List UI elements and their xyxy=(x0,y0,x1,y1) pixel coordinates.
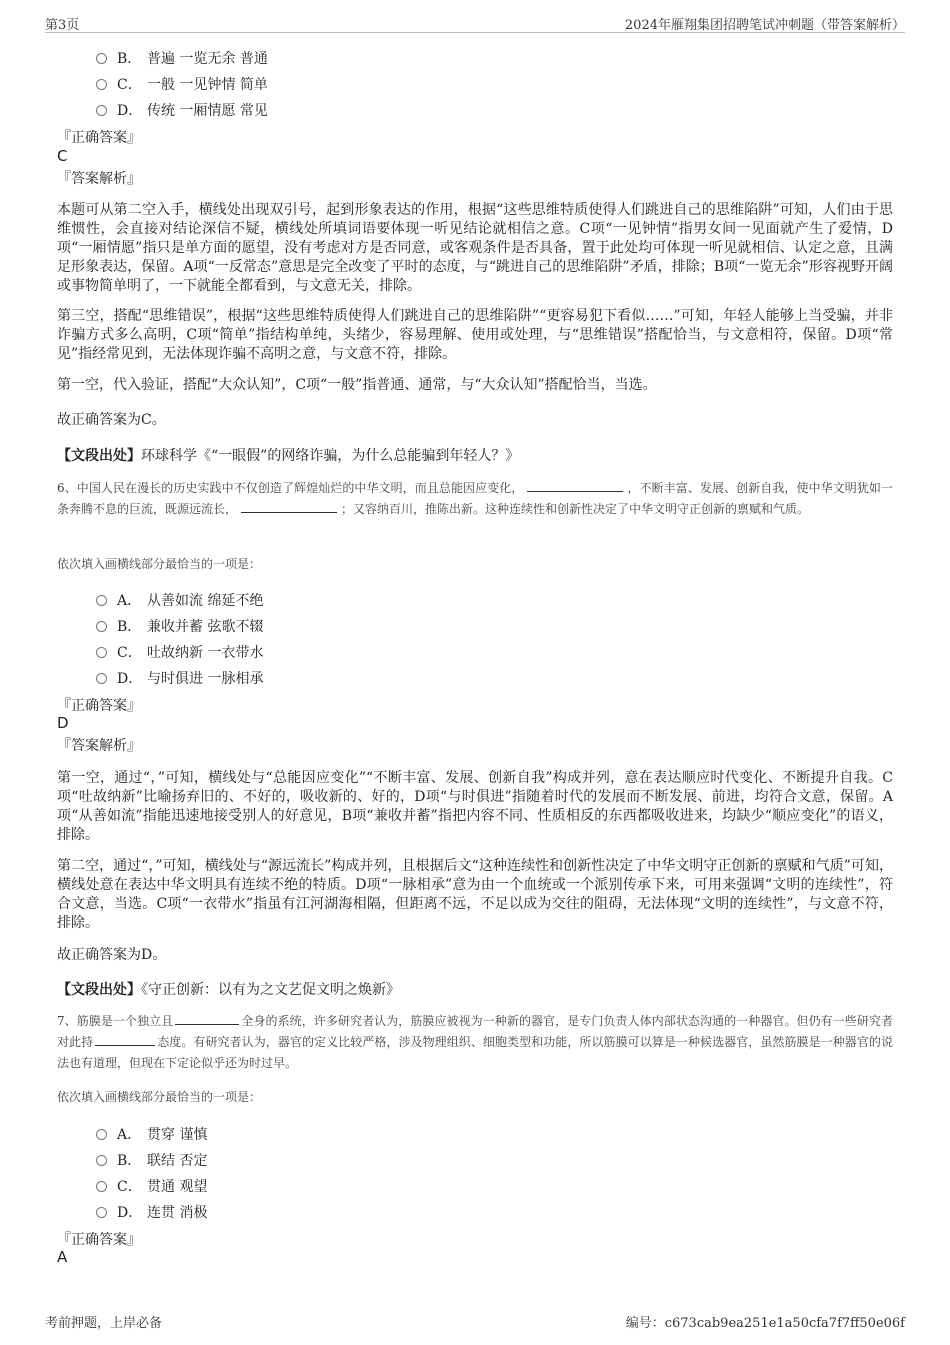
q6-option-a[interactable]: A． 从善如流 绵延不绝 xyxy=(96,590,263,610)
radio-icon[interactable] xyxy=(96,105,107,116)
radio-icon[interactable] xyxy=(96,621,107,632)
q5-analysis-para-1: 本题可从第二空入手，横线处出现双引号，起到形象表达的作用，根据“这些思维特质使得人们跳进自己的思维陷阱”可知，人们由于思维惯性，会直接对结论深信不疑，横线处所填词语要体现一听见结论就相信之意。C项“一见钟情”指男女间一见面就产生了爱情，D项“一厢情愿”指只是单方面的愿望，没有考虑对方是否同意，或客观条件是否具备，置于此处均可体现一听见就相信、认定之意，且满足形象表达，保留。A项“一反常态”意思是完全改变了平时的态度，与“跳进自己的思维陷阱”矛盾，排除；B项“一览无余”形容视野开阔或事物简单明了，一下就能全都看到，与文意无关，排除。 xyxy=(57,202,893,294)
q5-answer: C xyxy=(57,147,68,165)
page-number: 第3页 xyxy=(45,18,80,33)
q6-blank-1 xyxy=(527,479,623,492)
q6-analysis-para-1: 第一空，通过“，”可知，横线处与“总能因应变化”“不断丰富、发展、创新自我”构成并列，意在表达顺应时代变化、不断提升自我。C项“吐故纳新”比喻扬弃旧的、不好的，吸收新的、好的，D项“与时俱进”指随着时代的发展而不断发展、前进，均符合文意，保留。A项“从善如流”指能迅速地接受别人的好意见，B项“兼收并蓄”指把内容不同、性质相反的东西都吸收进来，均缺少“顺应变化”的语义，排除。 xyxy=(57,770,893,843)
q7-answer: A xyxy=(57,1248,68,1266)
q5-option-b[interactable]: B． 普遍 一览无余 普通 xyxy=(96,48,268,68)
q6-blank-2 xyxy=(241,500,337,513)
q5-analysis-para-3: 第一空，代入验证，搭配“大众认知”，C项“一般”指普通、通常，与“大众认知”搭配恰当，当选。 xyxy=(57,377,657,393)
q7-prompt: 依次填入画横线部分最恰当的一项是： xyxy=(57,1090,262,1104)
radio-icon[interactable] xyxy=(96,53,107,64)
q7-option-a[interactable]: A． 贯穿 谨慎 xyxy=(96,1124,207,1144)
q7-blank-2 xyxy=(95,1033,155,1046)
q5-analysis-para-2: 第三空，搭配“思维错误”，根据“这些思维特质使得人们跳进自己的思维陷阱”“更容易犯下看似……”可知，年轻人能够上当受骗，并非诈骗方式多么高明，C项“简单”指结构单纯，头绪少，容易理解、使用或处理，与“思维错误”搭配恰当，与文意相符，保留。D项“常见”指经常见到，无法体现诈骗不高明之意，与文意不符，排除。 xyxy=(57,308,893,362)
q5-analysis-tag: 『答案解析』 xyxy=(57,171,141,187)
q6-analysis-tag: 『答案解析』 xyxy=(57,738,141,754)
q6-conclusion: 故正确答案为D。 xyxy=(57,947,167,963)
q6-answer: D xyxy=(57,714,69,732)
q5-answer-tag: 『正确答案』 xyxy=(57,130,141,146)
q6-option-c[interactable]: C． 吐故纳新 一衣带水 xyxy=(96,642,263,662)
q6-option-d[interactable]: D． 与时俱进 一脉相承 xyxy=(96,668,263,688)
q6-prompt: 依次填入画横线部分最恰当的一项是： xyxy=(57,557,262,571)
footer-document-id: 编号：c673cab9ea251e1a50cfa7f7ff50e06f xyxy=(625,1316,905,1331)
q5-conclusion: 故正确答案为C。 xyxy=(57,412,166,428)
radio-icon[interactable] xyxy=(96,1129,107,1140)
radio-icon[interactable] xyxy=(96,1155,107,1166)
radio-icon[interactable] xyxy=(96,1207,107,1218)
radio-icon[interactable] xyxy=(96,595,107,606)
q5-option-c[interactable]: C． 一般 一见钟情 简单 xyxy=(96,74,268,94)
q6-option-b[interactable]: B． 兼收并蓄 弦歌不辍 xyxy=(96,616,263,636)
q7-option-d[interactable]: D． 连贯 消极 xyxy=(96,1202,207,1222)
q7-answer-tag: 『正确答案』 xyxy=(57,1232,141,1248)
q7-option-b[interactable]: B． 联结 否定 xyxy=(96,1150,207,1170)
q6-answer-tag: 『正确答案』 xyxy=(57,698,141,714)
q5-source: 【文段出处】环球科学《“一眼假”的网络诈骗，为什么总能骗到年轻人？》 xyxy=(57,448,520,464)
footer-slogan: 考前押题，上岸必备 xyxy=(45,1316,163,1331)
q7-question: 7、筋膜是一个独立且 全身的系统，许多研究者认为，筋膜应被视为一种新的器官，是专门负责人体内部状态沟通的一种器官。但仍有一些研究者对此持 态度。有研究者认为，器官的定义比较严格，涉及物理组织、细胞类型和功能，所以筋膜可以算是一种候选器官，虽然筋膜是一种器官的说法也有道理，但现在下定论似乎还为时过早。 xyxy=(57,1014,893,1070)
radio-icon[interactable] xyxy=(96,647,107,658)
q6-source: 【文段出处】《守正创新：以有为之文艺促文明之焕新》 xyxy=(57,982,400,998)
q5-option-d[interactable]: D． 传统 一厢情愿 常见 xyxy=(96,100,268,120)
radio-icon[interactable] xyxy=(96,1181,107,1192)
q7-blank-1 xyxy=(175,1012,239,1025)
q6-analysis-para-2: 第二空，通过“，”可知，横线处与“源远流长”构成并列，且根据后文“这种连续性和创新性决定了中华文明守正创新的禀赋和气质”可知，横线处意在表达中华文明具有连续不绝的特质。D项“一脉相承”意为由一个血统或一个派别传承下来，可用来强调“文明的连续性”，符合文意，当选。C项“一衣带水”指虽有江河湖海相隔，但距离不远，不足以成为交往的阻碍，无法体现“文明的连续性”，与文意不符，排除。 xyxy=(57,858,893,931)
radio-icon[interactable] xyxy=(96,79,107,90)
q6-question: 6、中国人民在漫长的历史实践中不仅创造了辉煌灿烂的中华文明，而且总能因应变化， ，不断丰富、发展、创新自我，使中华文明犹如一条奔腾不息的巨流，既源远流长， ；又容纳百川，推陈出新。这种连续性和创新性决定了中华文明守正创新的禀赋和气质。 xyxy=(57,481,893,516)
q7-option-c[interactable]: C． 贯通 观望 xyxy=(96,1176,207,1196)
page-header xyxy=(45,12,905,33)
document-title: 2024年雁翔集团招聘笔试冲刺题（带答案解析） xyxy=(624,18,905,33)
radio-icon[interactable] xyxy=(96,673,107,684)
